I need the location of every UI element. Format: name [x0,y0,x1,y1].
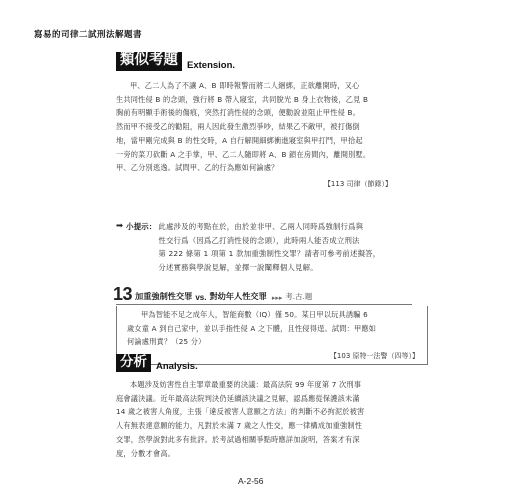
section-title: 加重強制性交罪 [135,291,193,301]
triple-arrow-icon: ▸▸▸ [271,294,283,302]
question-source: 【103 原特一法警（四等）】 [329,352,419,361]
extension-source: 【113 司律（節錄）】 [323,179,392,188]
question-line: 歲女童 A 到自己家中，並以手指性侵 A 之下體，且性侵得逞。試問：甲應如 [127,323,377,333]
extension-line: 一旁的菜刀砍斷 A 之手掌，甲、乙二人隨即將 A、B 鎖在房間內，離開別墅。 [116,149,371,159]
analysis-body [116,378,410,460]
extension-line: 胸前有明顯手術後的傷痕，突然打消性侵的念頭，便勸說並阻止甲性侵 B。 [116,108,361,118]
hint-line: 性交行爲（因爲乙打消性侵的念頭），此時兩人能否成立刑法 [158,235,360,245]
section-13-heading [113,286,312,302]
running-header: 寫易的司律二試刑法解題書 [34,30,143,40]
analysis-line: 庭會議決議。近年最高法院判決仍延續該決議之見解，認爲應從保護該未滿 [116,393,360,403]
extension-label-en: Extension. [187,59,236,71]
analysis-line: 人有無表達意願的能力，凡對於未滿 7 歲之人性交，應一律構成加重強制性 [116,421,363,431]
analysis-heading [116,354,198,372]
extension-heading [116,52,235,71]
divider [116,304,412,305]
hint-line: 分述實務與學說見解，並擇一說闡釋個人見解。 [158,262,318,272]
analysis-label-en: Analysis. [156,360,198,372]
section-title-2: 對幼年人性交罪 [209,291,267,301]
extension-line: 甲、乙分別逃逸。試問甲、乙的行為應如何論處？ [116,163,279,173]
hint-line: 第 222 條第 1 項第 1 款加重強制性交罪？請者可參考前述擬答， [158,249,381,258]
section-tag: 考.古.題 [285,292,313,301]
extension-line: 地，當甲剛完成與 B 的性交時，A 自行解開細綁衝進寢室與甲打鬥，甲拾起 [116,135,363,145]
question-line: 甲為智能不足之成年人，智能商數（IQ）僅 50。某日甲以玩具誘騙 6 [141,310,368,319]
arrow-right-icon: ➡ [116,221,124,231]
extension-line: 生共同性侵 B 的念頭，強行將 B 帶入寢室，共同脫光 B 身上衣物後，乙見 B [116,94,369,104]
extension-body [116,79,398,189]
extension-line: 甲、乙二人為了不讓 A、B 即時報警而將二人綑綁，正欲離開時，又心 [130,81,360,90]
analysis-line: 度，分數才會高。 [116,448,176,458]
analysis-line: 14 歲之被害人角度，主張「違反被害人意願之方法」的判斷不必拘泥於被害 [116,407,365,417]
hint-text [158,220,406,274]
section-number: 13 [113,284,133,304]
hint-line: 此處涉及的考點在於，由於並非甲、乙兩人同時爲強制行爲與 [158,222,364,231]
section-vs: vs. [195,293,207,302]
analysis-line: 交罪，然學說對此多有批評。於考試過相關爭點時應詳加說明，答案才有深 [116,434,360,444]
page-number: A-2-56 [238,476,264,486]
hint-block [116,220,406,274]
question-line: 何論處刑責？（25 分） [127,337,206,347]
extension-label-zh: 類似考題 [116,52,182,71]
analysis-line: 本題涉及妨害性自主罪章最重要的決議：最高法院 99 年度第 7 次刑事 [130,380,362,389]
analysis-label-zh: 分析 [116,354,151,372]
hint-label: 小提示： [126,222,157,231]
extension-line: 然而甲不接受乙的勸阻，兩人因此發生激烈爭吵，結果乙不敵甲，被打傷倒 [116,122,360,132]
